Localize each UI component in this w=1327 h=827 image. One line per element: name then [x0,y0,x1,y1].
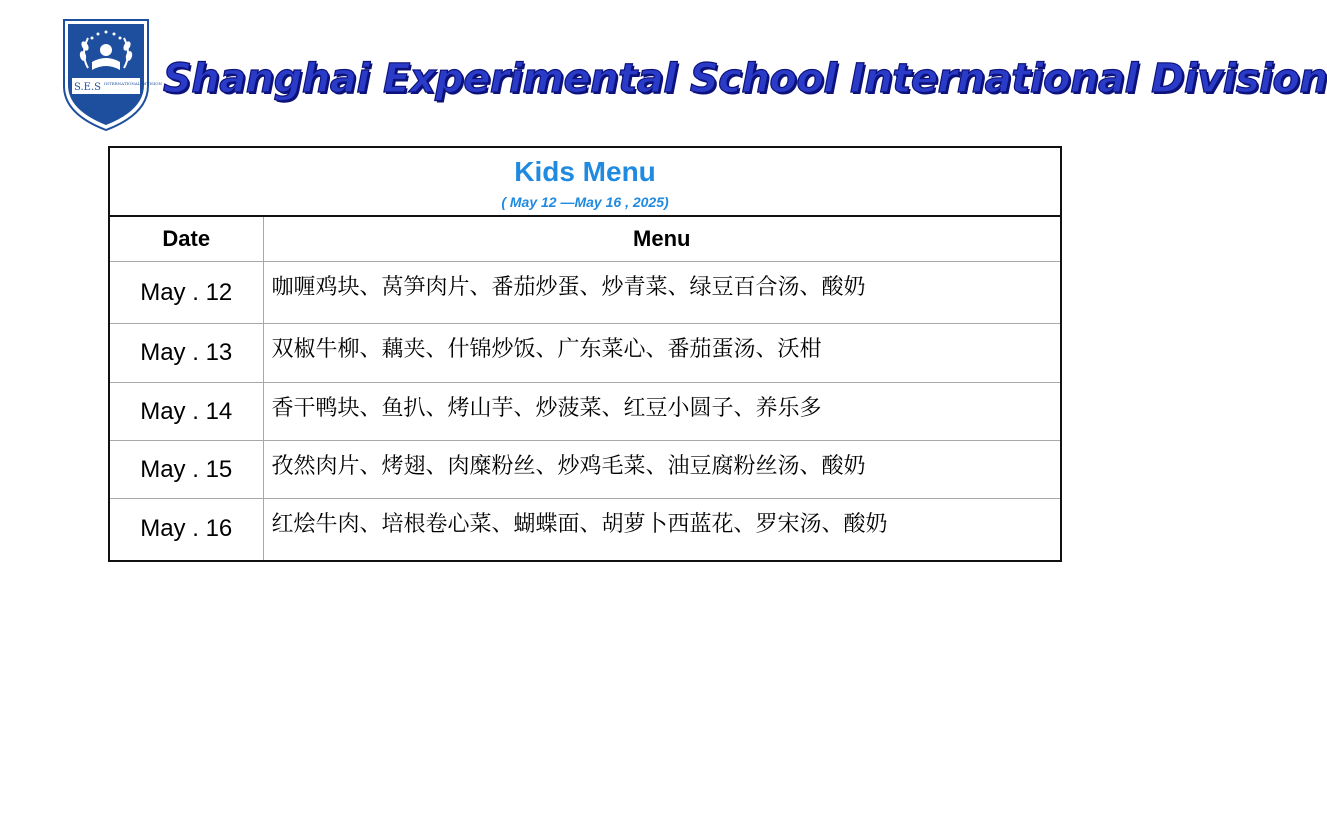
dishes-cell: 孜然肉片、烤翅、肉糜粉丝、炒鸡毛菜、油豆腐粉丝汤、酸奶 [263,441,1061,499]
menu-title-cell [109,147,1061,216]
menu-table [108,146,1062,562]
table-row [109,324,1061,383]
table-row [109,499,1061,561]
date-column-header: Date [109,216,263,262]
logo-subtext: INTERNATIONAL DIVISION [104,81,163,86]
dishes-cell: 咖喱鸡块、莴笋肉片、番茄炒蛋、炒青菜、绿豆百合汤、酸奶 [263,262,1061,324]
school-logo [62,16,163,132]
dishes-cell: 香干鸭块、鱼扒、烤山芋、炒菠菜、红豆小圆子、养乐多 [263,383,1061,441]
menu-column-header: Menu [263,216,1061,262]
dishes-cell: 双椒牛柳、藕夹、什锦炒饭、广东菜心、番茄蛋汤、沃柑 [263,324,1061,383]
table-row [109,383,1061,441]
dishes-cell: 红烩牛肉、培根卷心菜、蝴蝶面、胡萝卜西蓝花、罗宋汤、酸奶 [263,499,1061,561]
date-cell: May . 16 [109,499,263,561]
table-row [109,262,1061,324]
menu-date-range: ( May 12 —May 16 , 2025) [501,194,669,210]
date-cell: May . 13 [109,324,263,383]
table-row [109,441,1061,499]
date-cell: May . 12 [109,262,263,324]
logo-text: S.E.S [74,82,102,93]
school-name: Shanghai Experimental School International Division [163,56,1327,102]
menu-title: Kids Menu [514,156,656,187]
date-cell: May . 14 [109,383,263,441]
date-cell: May . 15 [109,441,263,499]
